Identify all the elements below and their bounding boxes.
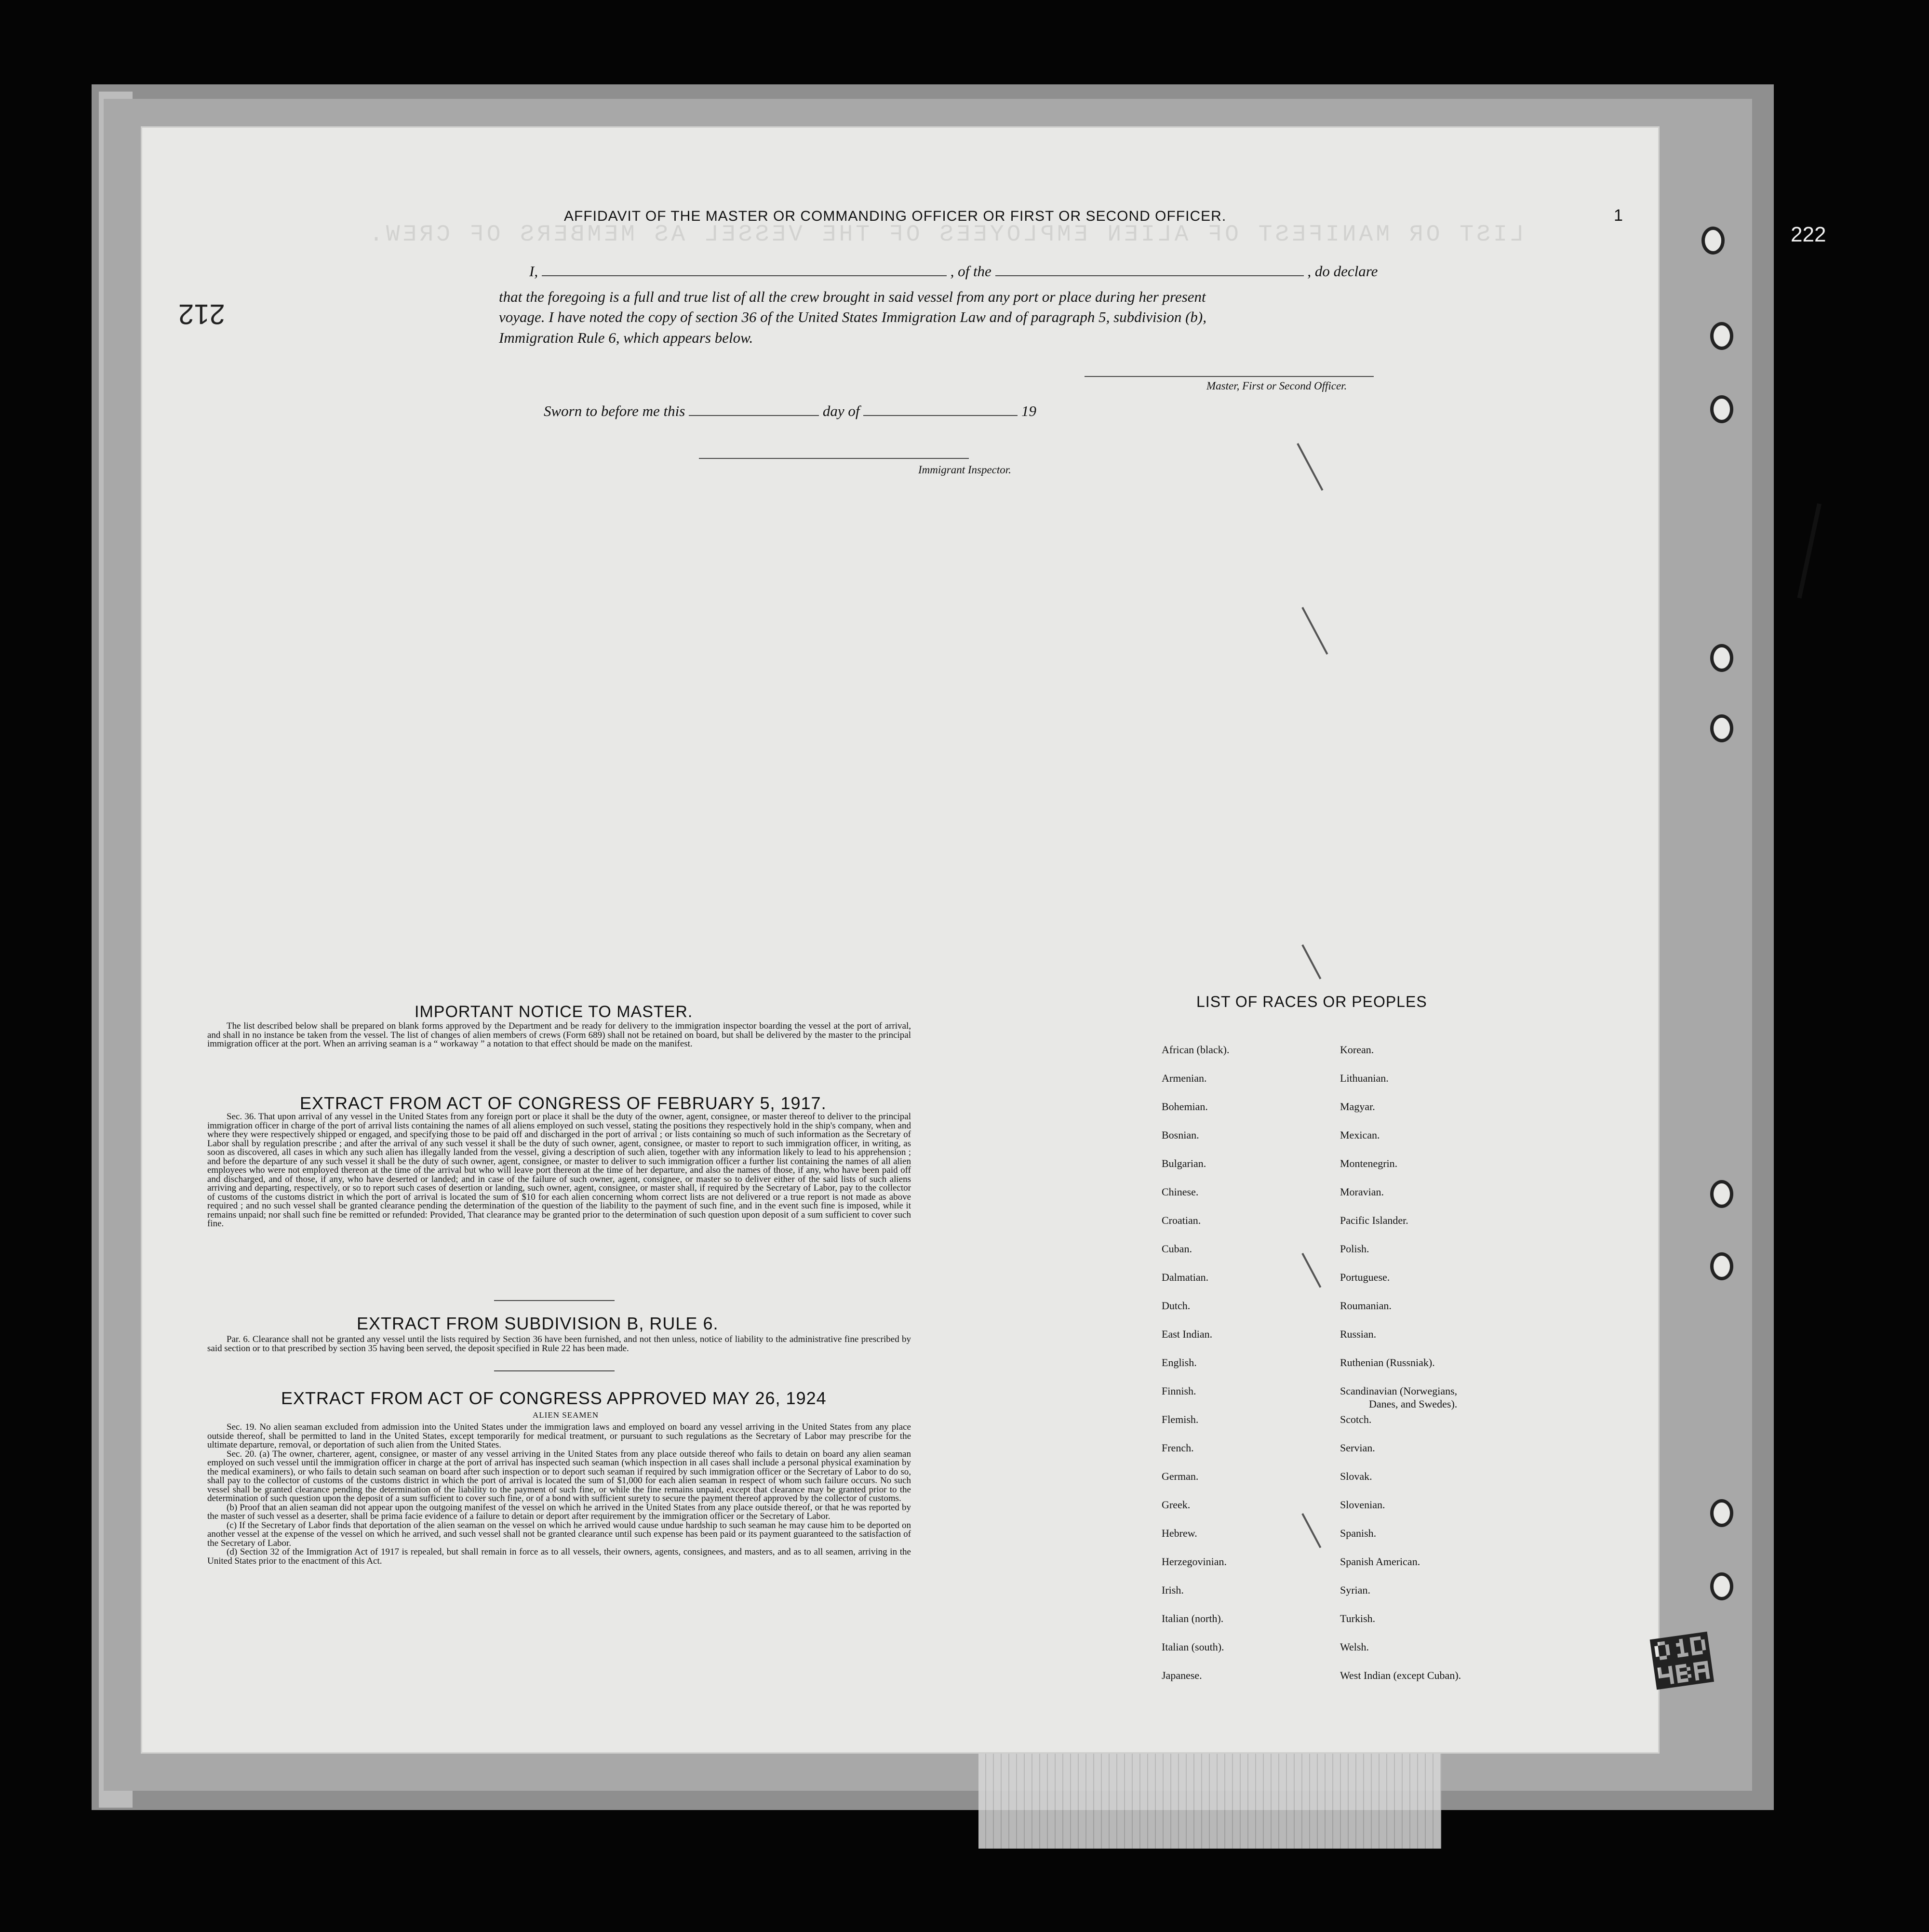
punch-hole	[1710, 644, 1733, 672]
race-item: Herzegovinian.	[1162, 1556, 1227, 1568]
inspector-label: Immigrant Inspector.	[918, 464, 1011, 476]
notice-title: IMPORTANT NOTICE TO MASTER.	[415, 1003, 693, 1021]
race-item: Scandinavian (Norwegians,	[1340, 1385, 1458, 1397]
master-signature-label: Master, First or Second Officer.	[1206, 380, 1347, 392]
punch-hole	[1710, 714, 1733, 742]
race-item: Scotch.	[1340, 1413, 1372, 1425]
page-number-stamp: 222	[1791, 223, 1826, 246]
inspector-signature-line[interactable]	[699, 458, 969, 459]
par-6-paragraph: Par. 6. Clearance shall not be granted any vessel until the lists required by Section 36 have been furnished, and not then unless, notice of liability to the administrative fine prescribed by said section or to that prescribed by section 35 having been served, the deposit specified in Rule 22 has been made.	[207, 1334, 911, 1354]
punch-hole	[1710, 1572, 1733, 1600]
race-item: Armenian.	[1162, 1072, 1207, 1084]
race-item: German.	[1162, 1470, 1199, 1482]
vessel-name-field[interactable]	[995, 263, 1304, 276]
race-item: Montenegrin.	[1340, 1157, 1398, 1169]
race-item: English.	[1162, 1356, 1197, 1368]
sworn-day-field[interactable]	[689, 402, 819, 416]
inverted-stamp-number: 212	[178, 298, 225, 330]
race-item: Dutch.	[1162, 1300, 1191, 1312]
race-item: Italian (south).	[1162, 1641, 1224, 1653]
race-item: Slovak.	[1340, 1470, 1372, 1482]
race-item: Ruthenian (Russniak).	[1340, 1356, 1435, 1368]
race-item: Welsh.	[1340, 1641, 1369, 1653]
race-item: Spanish American.	[1340, 1556, 1420, 1568]
race-item: Finnish.	[1162, 1385, 1196, 1397]
subdivision-text	[207, 1335, 911, 1353]
section-20d-paragraph: (d) Section 32 of the Immigration Act of 1917 is repealed, but shall remain in force as to all vessels, their owners, agents, consignees, and masters, and as to all seamen, arriving in the United States prior to the enactment of this Act.	[207, 1547, 911, 1566]
race-item: Turkish.	[1340, 1612, 1376, 1624]
section-36-paragraph: Sec. 36. That upon arrival of any vessel in the United States from any foreign port or place it shall be the duty of the owner, agent, consignee, or master thereof to deliver to the principal immigration officer in charge of the port of arrival lists containing the names of all aliens employed on such vessel, stating the positions they respectively hold in the ship's company, when and where they were respectively shipped or engaged, and specifying those to be paid off and discharged in the port of arrival ; or lists containing so much of such information as the Secretary of Labor shall by regulation prescribe ; and after the arrival of any such vessel it shall be the duty of such owner, agent, consignee, or master to report to such immigration officer, in writing, as soon as discovered, all cases in which any such alien has illegally landed from the vessel, giving a description of such alien, together with any information likely to lead to his apprehension ; and before the departure of any such vessel it shall be the duty of such owner, agent, consignee, or master to deliver to such immigration officer a further list containing the names of all alien employees who were not employed thereon at the time of the arrival but who will leave port thereon at the time of her departure, and also the names of those, if any, who have been paid off and discharged, and of those, if any, who have deserted or landed; and in case of the failure of such owner, agent, consignee, or master so to deliver either of the said lists of such aliens arriving and departing, respectively, or so to report such cases of desertion or landing, such owner, agent, consignee, or master shall, if required by the Secretary of Labor, pay to the collector of customs of the customs district in which the port of arrival is located the sum of $10 for each alien concerning whom correct lists are not delivered or a true report is not made as above required ; and no such vessel shall be granted clearance pending the determination of the question of the liability to the payment of such fine, and in the event such fine is imposed, while it remains unpaid; nor shall such fine be remitted or refunded: Provided, That clearance may be granted prior to the determination of such question upon deposit of a sum sufficient to cover such fine.	[207, 1112, 911, 1229]
race-item: Portuguese.	[1340, 1271, 1390, 1283]
races-list-title: LIST OF RACES OR PEOPLES	[1196, 993, 1427, 1010]
section-20b-paragraph: (b) Proof that an alien seaman did not appear upon the outgoing manifest of the vessel on which he arrived in the United States from any place outside thereof, or that he was reported by the master of such vessel as a deserter, shall be prima facie evidence of a failure to detain or deport after requirement by the immigration officer or the Secretary of Labor.	[207, 1502, 911, 1521]
race-item: Bulgarian.	[1162, 1157, 1206, 1169]
race-item: Croatian.	[1162, 1214, 1201, 1226]
race-item: African (black).	[1162, 1044, 1230, 1056]
race-item: Italian (north).	[1162, 1612, 1224, 1624]
race-item: Pacific Islander.	[1340, 1214, 1408, 1226]
race-item: French.	[1162, 1442, 1194, 1454]
affidavit-line-3: voyage. I have noted the copy of section 36 of the United States Immigration Law and of paragraph 5, subdivision (b),	[499, 309, 1206, 325]
sworn-year: 19	[1021, 402, 1036, 419]
race-item: West Indian (except Cuban).	[1340, 1669, 1461, 1681]
alien-seamen-subtitle: ALIEN SEAMEN	[533, 1410, 599, 1420]
declarant-name-field[interactable]	[542, 263, 947, 276]
handwritten-mark: 𝒺	[1648, 1625, 1716, 1700]
race-item: Magyar.	[1340, 1100, 1375, 1113]
section-19-paragraph: Sec. 19. No alien seaman excluded from admission into the United States under the immigration laws and employed on board any vessel arriving in the United States from any place outside thereof, shall be permitted to land in the United States, except temporarily for medical treatment, or pursuant to such regulations as the Secretary of Labor may prescribe for the ultimate departure, removal, or deportation of such alien from the United States.	[207, 1422, 911, 1450]
race-item: Polish.	[1340, 1243, 1369, 1255]
race-item: Lithuanian.	[1340, 1072, 1389, 1084]
extract-1924-text	[207, 1423, 911, 1566]
corner-mark: 1	[1614, 206, 1623, 225]
notice-text	[207, 1022, 911, 1049]
sworn-line	[544, 402, 1036, 420]
vessel-label: , of the	[950, 263, 991, 280]
race-item: Bohemian.	[1162, 1100, 1208, 1113]
extract-1924-title: EXTRACT FROM ACT OF CONGRESS APPROVED MAY 26, 1924	[281, 1388, 827, 1408]
sworn-day-label: day of	[822, 402, 860, 419]
sworn-month-field[interactable]	[863, 402, 1018, 416]
extract-1917-title: EXTRACT FROM ACT OF CONGRESS OF FEBRUARY 5, 1917.	[300, 1093, 827, 1113]
race-item: Servian.	[1340, 1442, 1375, 1454]
divider-rule	[494, 1370, 615, 1371]
affidavit-title: AFFIDAVIT OF THE MASTER OR COMMANDING OFFICER OR FIRST OR SECOND OFFICER.	[564, 208, 1227, 224]
race-item: Flemish.	[1162, 1413, 1199, 1425]
race-item: Irish.	[1162, 1584, 1184, 1596]
affidavit-line-2: that the foregoing is a full and true list of all the crew brought in said vessel from any port or place during her present	[499, 288, 1206, 305]
affidavit-line-4: Immigration Rule 6, which appears below.	[499, 329, 753, 346]
race-item: Russian.	[1340, 1328, 1377, 1340]
race-item: Korean.	[1340, 1044, 1374, 1056]
punch-hole	[1710, 1180, 1733, 1208]
bleed-through-text: LIST OR MANIFEST OF ALIEN EMPLOYEES OF THE VESSEL AS MEMBERS OF CREW.	[366, 222, 1524, 248]
punch-hole	[1710, 1252, 1733, 1280]
pencil-stroke	[1797, 503, 1822, 599]
declare-text: , do declare	[1307, 263, 1378, 280]
section-20c-paragraph: (c) If the Secretary of Labor finds that deportation of the alien seaman on the vessel on which he arrived would cause undue hardship to such seaman he may cause him to be deported on another vessel at the expense of the vessel on which he arrived, and such vessel shall not be granted clearance until such expense has been paid or its payment guaranteed to the satisfaction of the Secretary of Labor.	[207, 1520, 911, 1548]
declarant-label: I,	[529, 263, 538, 280]
sworn-prefix: Sworn to before me this	[544, 402, 685, 419]
divider-rule	[494, 1300, 615, 1301]
affidavit-line-1	[529, 263, 1378, 280]
notice-paragraph: The list described below shall be prepared on blank forms approved by the Department and be ready for delivery to the immigration inspector boarding the vessel at the port of arrival, and shall in no instance be taken from the vessel. The list of changes of alien members of crews (Form 689) shall not be retained on board, but shall be delivered by the master to the principal immigration officer at the port. When an arriving seaman is a “ workaway ” a notation to that effect should be made on the manifest.	[207, 1021, 911, 1049]
punch-hole	[1701, 227, 1725, 255]
race-item: Japanese.	[1162, 1669, 1202, 1681]
race-item: Chinese.	[1162, 1186, 1199, 1198]
race-item: Cuban.	[1162, 1243, 1192, 1255]
section-20a-paragraph: Sec. 20. (a) The owner, charterer, agent, consignee, or master of any vessel arriving in the United States from any place outside thereof who fails to detain on board any alien seaman employed on such vessel until the immigration officer in charge at the port of arrival has inspected such seaman (which inspection in all cases shall include a personal physical examination by the medical examiners), or who fails to detain such seaman on board after such inspection or to deport such seaman if required by such immigration officer or the Secretary of Labor to do so, shall pay to the collector of customs of the customs district in which the port of arrival is located the sum of $1,000 for each alien seaman in respect of whom such failure occurs. No such vessel shall be granted clearance pending the determination of the liability to the payment of such fine, or while the fine remains unpaid, except that clearance may be granted prior to the determination of such question upon the deposit of a sum sufficient to cover such fine, or of a bond with sufficient surety to secure the payment thereof approved by the collector of customs.	[207, 1449, 911, 1503]
paper-scrap	[978, 1752, 1441, 1849]
master-signature-line[interactable]	[1085, 376, 1374, 377]
race-item: Spanish.	[1340, 1527, 1377, 1539]
extract-1917-text	[207, 1113, 911, 1229]
race-item: Mexican.	[1340, 1129, 1380, 1141]
race-item: Hebrew.	[1162, 1527, 1197, 1539]
race-item: Greek.	[1162, 1499, 1191, 1511]
race-item: Bosnian.	[1162, 1129, 1199, 1141]
race-item: Syrian.	[1340, 1584, 1370, 1596]
race-item: Danes, and Swedes).	[1369, 1398, 1458, 1410]
race-item: Moravian.	[1340, 1186, 1384, 1198]
race-item: Roumanian.	[1340, 1300, 1392, 1312]
subdivision-title: EXTRACT FROM SUBDIVISION B, RULE 6.	[357, 1314, 719, 1333]
punch-hole	[1710, 395, 1733, 423]
race-item: East Indian.	[1162, 1328, 1213, 1340]
race-item: Dalmatian.	[1162, 1271, 1209, 1283]
race-item: Slovenian.	[1340, 1499, 1385, 1511]
punch-hole	[1710, 1499, 1733, 1527]
punch-hole	[1710, 322, 1733, 350]
